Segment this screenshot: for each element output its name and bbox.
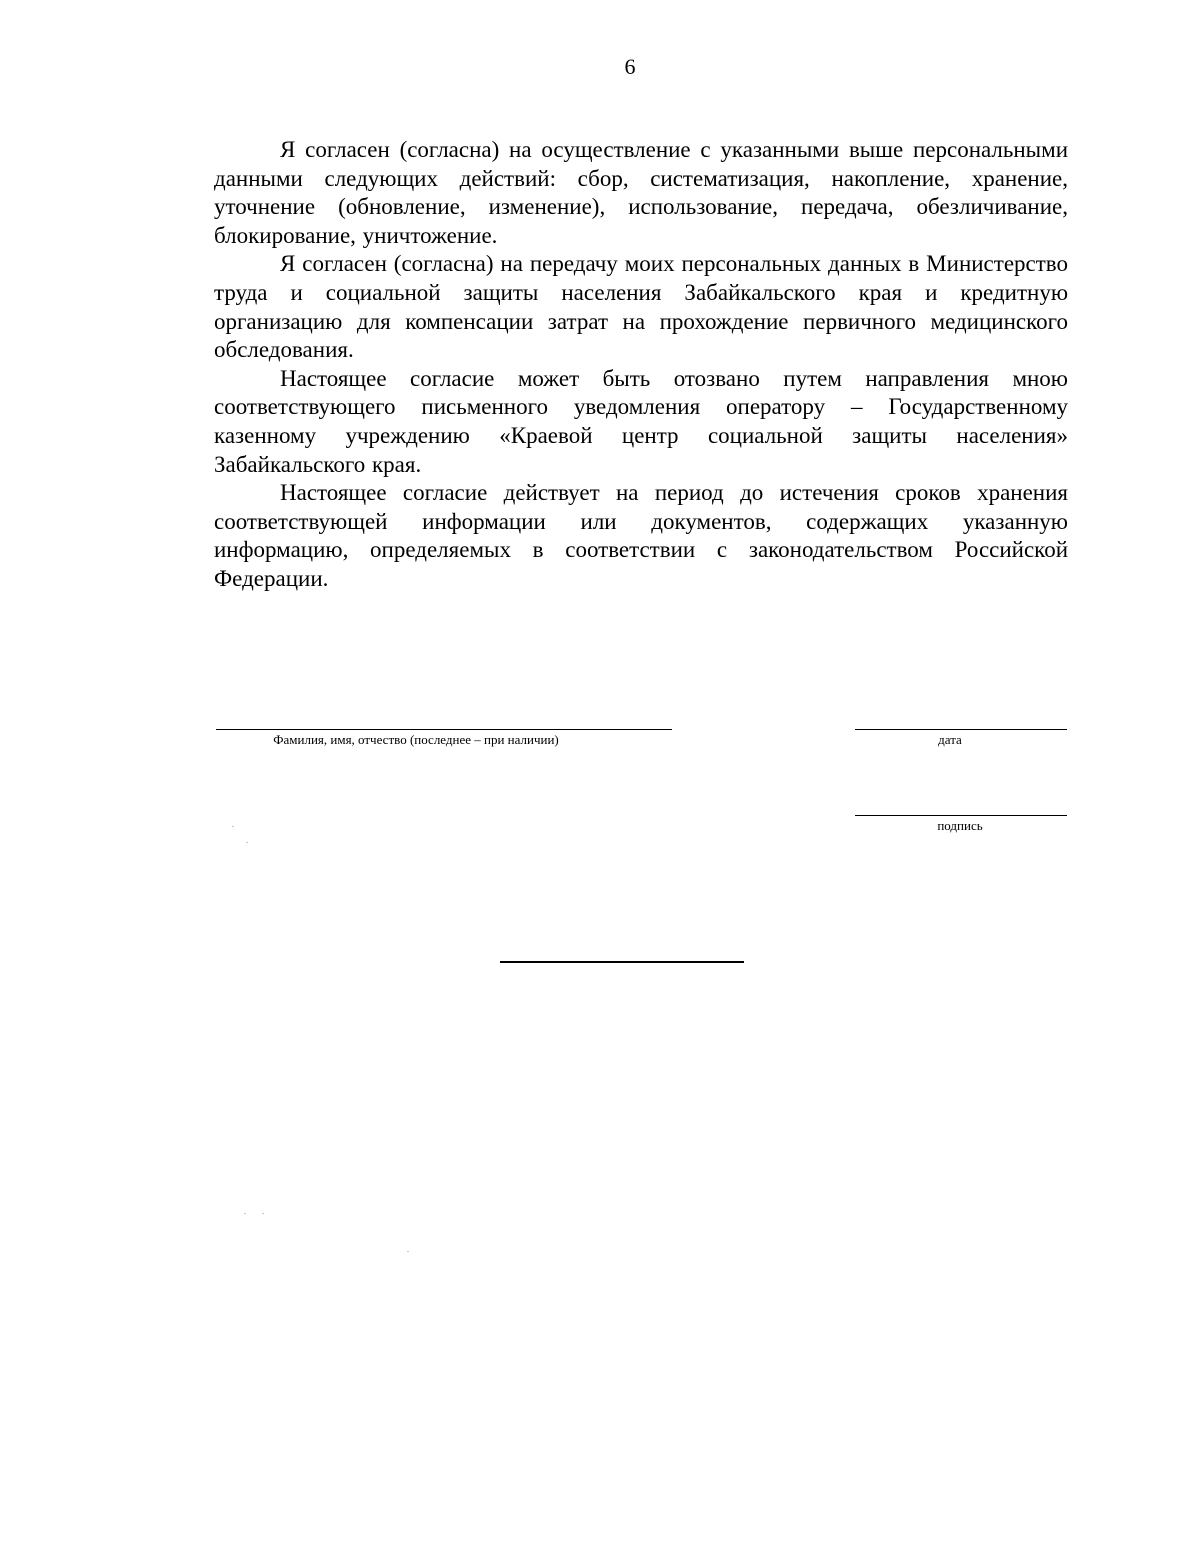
paragraph-processing-consent: Я согласен (согласна) на осуществление с указанными выше персональными данными следующих действий: сбор, систематизация, накопление, хранение, уточнение (обновление, изменение), использование, передача, обезличивание, блокирование, уничтожение. [214,137,1068,248]
fio-caption: Фамилия, имя, отчество (последнее – при наличии) [273,732,559,747]
consent-body [214,136,1068,594]
signature-line [855,815,1067,816]
paragraph-revocation: Настоящее согласие может быть отозвано путем направления мною соответствующего письменного уведомления оператору – Государственному казенному учреждению «Краевой центр социальной защиты населения» Забайкальского края. [214,365,1068,477]
scan-speck [246,842,248,843]
page-number: 6 [624,54,636,79]
paragraph-transfer-consent: Я согласен (согласна) на передачу моих персональных данных в Министерство труда и социальной защиты населения Забайкальского края и кредитную организацию для компенсации затрат на прохождение первичного медицинского обследования. [214,251,1068,363]
date-signature-line [855,729,1067,730]
scan-speck [232,826,234,827]
fio-signature-line [216,729,672,730]
date-caption: дата [938,732,962,747]
scan-speck [262,1213,264,1214]
signature-caption: подпись [937,818,983,833]
document-end-rule [500,961,744,963]
scan-speck [244,1213,246,1214]
scan-speck [407,1251,409,1252]
paragraph-validity-period: Настоящее согласие действует на период до истечения сроков хранения соответствующей информации или документов, содержащих указанную информацию, определяемых в соответствии с законодательством Российской Федерации. [214,480,1068,591]
